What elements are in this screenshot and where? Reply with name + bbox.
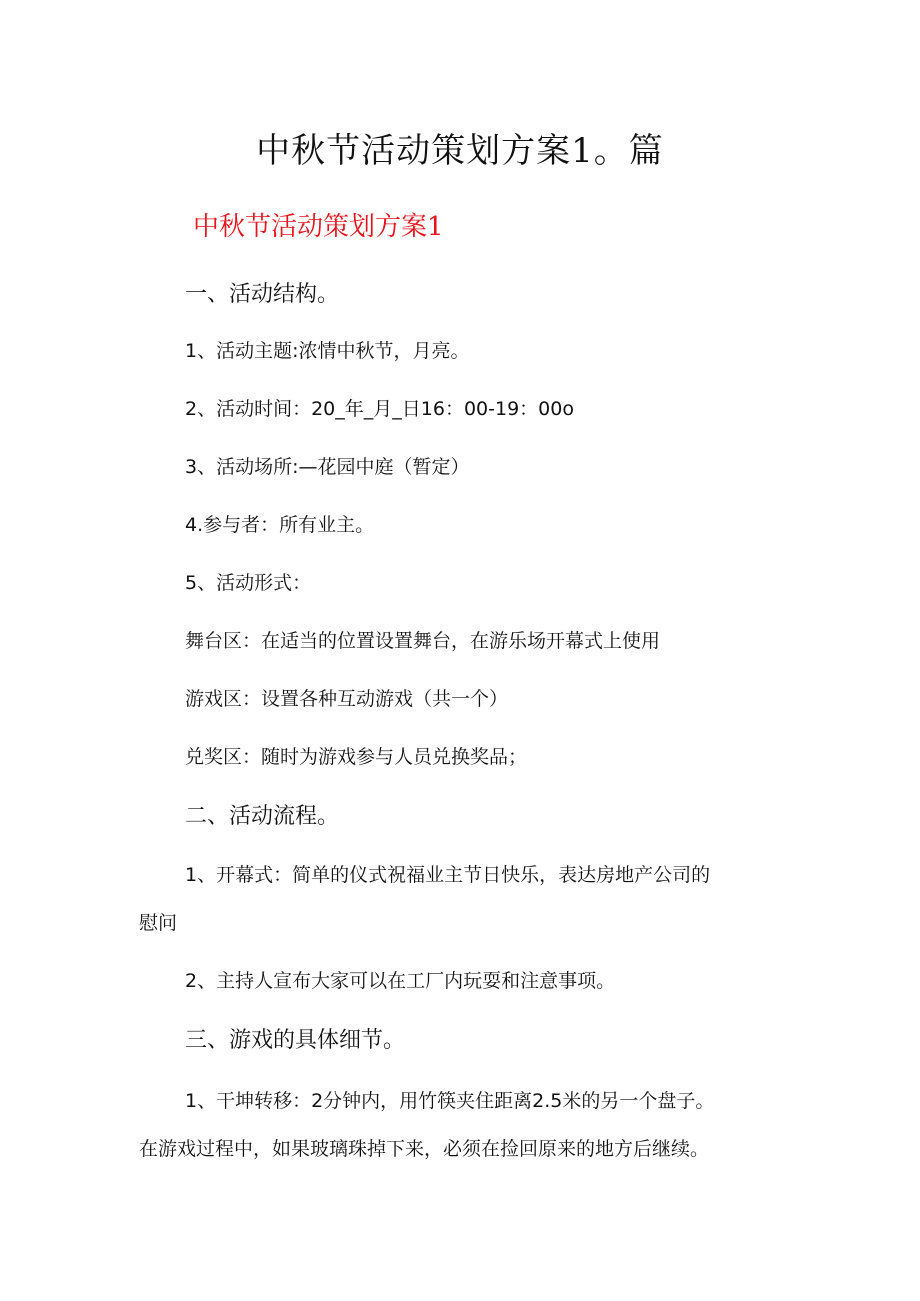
document-subtitle: 中秋节活动策划方案1 bbox=[193, 212, 444, 242]
flow-host: 2、主持人宣布大家可以在工厂内玩耍和注意事项。 bbox=[185, 970, 616, 992]
item-theme: 1、活动主题:浓情中秋节，月亮。 bbox=[185, 340, 470, 362]
area-game: 游戏区：设置各种互动游戏（共一个） bbox=[185, 688, 509, 710]
document-title: 中秋节活动策划方案1。篇 bbox=[256, 131, 664, 171]
section-heading-games: 三、游戏的具体细节。 bbox=[185, 1028, 406, 1053]
area-stage: 舞台区：在适当的位置设置舞台，在游乐场开幕式上使用 bbox=[185, 630, 661, 652]
section-heading-flow: 二、活动流程。 bbox=[185, 804, 340, 829]
item-format: 5、活动形式： bbox=[185, 572, 312, 594]
flow-opening-line2: 慰问 bbox=[139, 912, 178, 934]
section-heading-structure: 一、活动结构。 bbox=[185, 282, 340, 307]
game-transfer-line2: 在游戏过程中，如果玻璃珠掉下来，必须在捡回原来的地方后继续。 bbox=[139, 1138, 710, 1160]
item-venue: 3、活动场所:—花园中庭（暂定） bbox=[185, 456, 470, 478]
item-participants: 4.参与者：所有业主。 bbox=[185, 514, 375, 536]
area-prize: 兑奖区：随时为游戏参与人员兑换奖品； bbox=[185, 746, 528, 768]
item-time: 2、活动时间：20_年_月_日16：00-19：00o bbox=[185, 398, 574, 420]
game-transfer-line1: 1、干坤转移：2分钟内，用竹筷夹住距离2.5米的另一个盘子。 bbox=[185, 1090, 715, 1112]
flow-opening-line1: 1、开幕式：简单的仪式祝福业主节日快乐，表达房地产公司的 bbox=[185, 864, 711, 886]
